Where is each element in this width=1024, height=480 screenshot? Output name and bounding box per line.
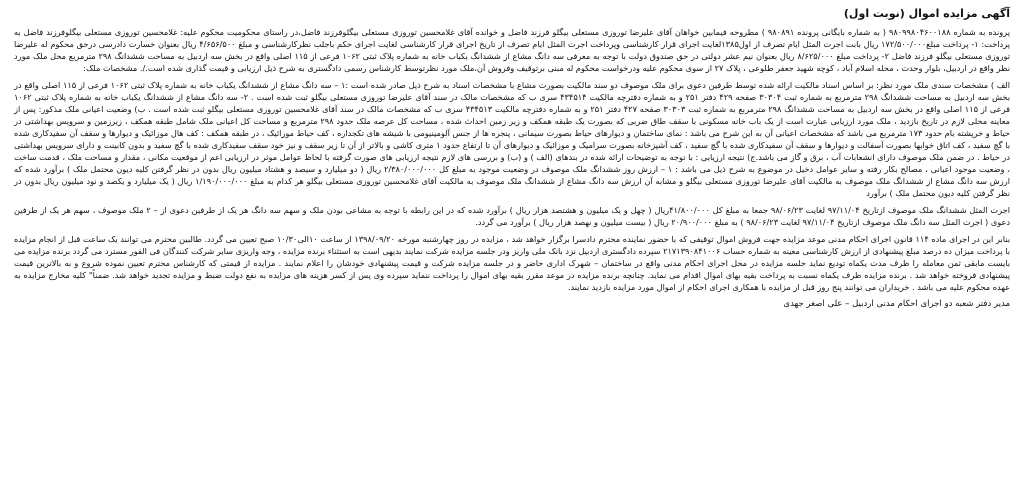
notice-title: آگهی مزایده اموال (نوبت اول) — [843, 7, 1010, 20]
signature-line: مدیر دفتر شعبه دو اجرای احکام مدنی اردبیل – علی اصغر جهدی — [783, 298, 1010, 309]
property-details-paragraph: الف ) مشخصات سندی ملک مورد نظر: بر اساس اسناد مالکیت ارائه شده توسط طرفین دعوی برای ملک موصوف دو سند مالکیت بصورت مشاع با مشخصات اسناد به شرح ذیل صادر شده است :۱ – سه دانگ مشاع از ششدانگ یکباب خانه به شماره پلاک ثبتی ۱۰۶۲ فرعی از ۱۱۵ اصلی واقع در بخش سه اردبیل به مساحت ششدانگ ۲۹۸ مترمربع به شماره ثبت ۳۰۳۰۴ صفحه ۴۲۹ دفتر ۲۵۱ و به شماره دفترچه مالکیت ۴۳۴۵۱۴ سری ب که مشخصات مالک در سند آقای علیرضا توروزی مستعلی بیگلو ثبت شده است . ۲- سه دانگ مشاع از ششدانگ یکباب خانه به شماره پلاک ثبتی ۱۰۶۲ فرعی از ۱۱۵ اصلی واقع در بخش سه اردبیل به مساحت ششدانگ ۲۹۸ مترمربع به شماره ثبت ۳۰۳۰۳ صفحه ۴۲۷ دفتر ۲۵۱ و به شماره دفترچه مالکیت ۴۳۴۵۱۳ سری ب که مشخصات مالک در سند آقای غلامحسین توروزی مستعلی بیگلو ثبت شده است . ب) وضعیت اعیانی ملک مذکور: پس از معاینه محلی لازم در تاریخ بازدید ، ملک مورد ارزیابی عبارت است از یک باب خانه مسکونی با سقف طاق ضربی که بصورت یک طبقه همکف و زیر زمین احداث شده ، مساحت کل عرصه ملک حدود ۲۹۸ مترمربع و مساحت کل اعیانی ملک شامل طبقه همکف ، زیرزمین و سرویس بهداشتی در حیاط و خرپشته بام حدود ۱۷۳ مترمربع می باشد که مشخصات اعیانی آن به این شرح می باشد : نمای ساختمان و دیوارهای حیاط بصورت سیمانی ، پنجره ها از جنس آلومینیومی با شیشه های تکجداره ، کف حیاط موزائیک ، در طبقه همکف : کف هال موزائیک و دیوارها و سقف آن سفیدکاری شده با گچ سفید ، کف اتاق خوابها بصورت آسفالت و دیوارها و سقف آن سفیدکاری شده با گچ سفید ، کف آشپزخانه بصورت سرامیک و موزائیک و دیوارهای آن تا ارتفاع حدود ۱ متری کاشی و بالاتر از آن تا زیر سقف و نیز خود سقف سفیدکاری شده با گچ سفید و بدون کابینت و دارای سرویس بهداشتی در حیاط . در ضمن ملک موصوف دارای انشعابات آب ، برق و گاز می باشد.ج) نتیجه ارزیابی : با توجه به توضیحات ارائه شده در بندهای (الف ) و (ب) و بررسی های لازم نتیجه ارزیابی های صورت گرفته با لحاظ عوامل موثر در ارزیابی اعم از موقعیت مکانی ، مقدار و مساحت ملک ، قدمت ساخت ، وضعیت موجود اعیانی ، مصالح بکار رفته و سایر عوامل دخیل در موضوع به شرح ذیل می باشد : ۱ – ارزش روز ششدانگ ملک موصوف در وضعیت موجود به مبلغ کل ۲/۳۸۰/۰۰۰/۰۰۰ ریال ( دو میلیارد و سیصد و هشتاد میلیون ریال بدون در نظر گرفتن کلیه دیون محتمل ملک ) برآورد شده که ارزش سه دانگ مشاع از ششدانگ ملک موصوف به مالکیت آقای علیرضا توروزی مستعلی بیگلو و مشابه آن ارزش سه دانگ مشاع از ششدانگ ملک موصوف به مالکیت آقای غلامحسین توروزی مستعلی بیگلو هر کدام به مبلغ ۱/۱۹۰/۰۰۰/۰۰۰ ریال ( یک میلیارد و یکصد و نود میلیون ریال بدون در نظر گرفتن کلیه دیون محتمل ملک ) برآورد — [14, 80, 1011, 198]
rent-valuation-paragraph: اجرت المثل ششدانگ ملک موصوف ازتاریخ ۹۷/۱۱/۰۴ لغایت ۹۸/۰۶/۲۳ جمعا به مبلغ کل ۴۱/۸۰۰/۰۰۰ریال ( چهل و یک میلیون و هشتصد هزار ریال ) برآورد شده که در این رابطه با توجه به مشاعی بودن ملک و سهم سه دانگ هر یک از طرفین دعوی از – ۲ ملک موصوف ، سهم هر یک از طرفین دعوی ( اجرت المثل سه دانگ ملک موصوف ازتاریخ ۹۷/۱۱/۰۴ لغایت ۹۸/۰۶/۲۳ ) به مبلغ ۲۰/۹۰۰/۰۰۰ ریال ( بیست میلیون و نهصد هزار ریال ) برآورد می گردد. — [14, 204, 1010, 227]
auction-terms-paragraph: بنابر این در اجرای ماده ۱۱۴ قانون اجرای احکام مدنی موعد مزایده جهت فروش اموال توقیفی که با حضور نماینده محترم دادسرا برگزار خواهد شد ، مزایده در روز چهارشنبه مورخه ۱۳۹۸/۰۹/۲۰ از ساعت ۱۰الی۱۰/۳۰ صبح تعیین می گردد. طالبین محترم می توانند یک ساعت قبل از انجام مزایده با پرداخت میزان ده درصد مبلغ پیشنهادی از ارزش کارشناسی معینه به شماره حساب ۲۱۷۱۳۹۰۸۴۱۰۰۶ سپرده دادگستری اردبیل نزد بانک ملی واریز ودر جلسه مزایده شرکت نمایند بدیهی است به استثناء برنده مزایده ، وجه واریزی سایر شرکت کنندگان فی الفور مسترد می گردد برنده مزایده می بایست مابقی ثمن معامله را ظرف مدت یکماه تودیع نماید جلسه مزایده در محل اجرای احکام مدنی واقع در ساختمان – شهرک اداری حاضر و در جلسه مزایده شرکت و قیمت پیشنهادی خودشان را اعلام نمایند . مزایده از قیمتی که کارشناس محترم تعیین نموده شروع و به بالاترین قیمت پیشنهادی فروخته خواهد شد . برنده مزایده ظرف یکماه نسبت به پرداخت بقیه بهای اموال اقدام می نماید. چنانچه برنده مزایده در موعد مقرر بقیه بهای اموال را پرداخت ننماید سپرده وی پس از کسر هزینه های مزایده به نفع دولت ضبط و مزایده تجدید خواهد شد. ضمناً" کلیه مخارج مزایده به عهده محکوم علیه می باشد . خریداران می توانند پنج روز قبل از مزایده با همکاری اجرای احکام از اموال مورد مزایده بازدید نمایند. — [14, 233, 1010, 292]
case-intro-paragraph: پرونده به شماره ۹۸۰۹۹۸۰۴۶۰۰۱۸۸ ( به شماره بایگانی پرونده ۹۸۰۸۹۱ ) مطروحه فیمابین خواهان آقای علیرضا توروزی مستعلی بیگلو فرزند فاضل و خوانده آقای غلامحسین توروزی مستعلی بیگلوفرزند فاضل،در راستای محکومیت محکوم علیه: غلامحسین توروزی مستعلی بیگلوفرزند فاضل به پرداخت: ۱- پرداخت مبلغ۱۷۲/۵۰۰/۰۰۰ ریال بابت اجرت المثل ایام تصرف از اول۱۳۸۵لغایت اجرای قرار کارشناسی وپرداخت اجرت المثل ایام تصرف از تاریخ اجرای قرار کارشناسی لغایت اجرای حکم باجلب نظرکارشناسی و مبلغ ۴/۶۵۶/۵۰۰ ریال بعنوان خسارت دادرسی درحق محکوم له علیرضا توروزی مستعلی بیگلو فرزند فاضل ۲- پرداخت مبلغ ۸/۶۲۵/۰۰۰ ریال بعنوان نیم عشر دولتی در حق صندوق دولت با توجه به معرفی سه دانگ مشاع از ششدانگ یکباب خانه به شماره پلاک ثبتی ۱۰۶۲ فرعی از ۱۱۵ اصلی واقع در بخش سه اردبیل به مساحت ششدانگ ۲۹۸ مترمربع محل ملک مورد نظر واقع در اردبیل، بلوار وحدت ، محله اسلام آباد ، کوچه شهید جعفر طلوعی ، پلاک ۲۷ از سوی محکوم علیه ودرخواست محکوم له مبنی برتوقیف وفروش آن،ملک مورد نظرتوسط کارشناس رسمی دادگستری به شرح ذیل ارزیابی و قیمت گذاری شده است./. مشخصات ملک: — [14, 27, 1011, 74]
